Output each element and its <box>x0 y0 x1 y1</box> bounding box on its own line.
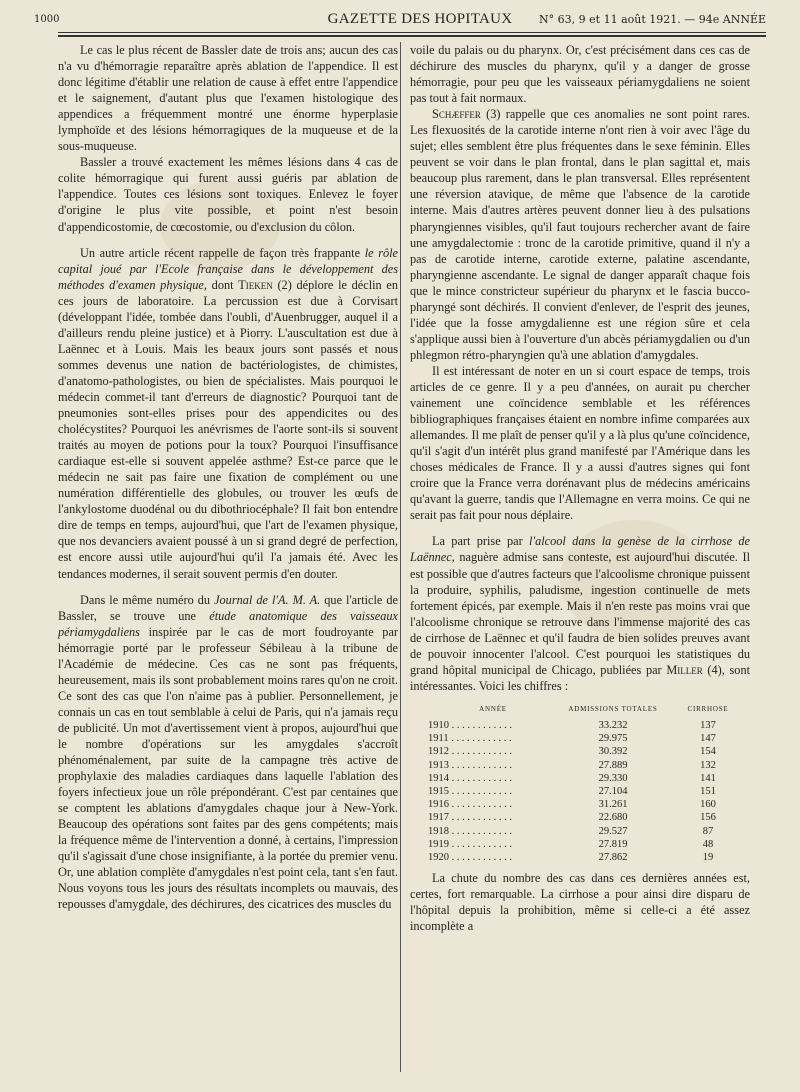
italic-run: le rôle capital joué par l'Ecole française dans le développement des méthodes d'examen physique, <box>58 245 398 292</box>
admissions-cell: 29.527 <box>598 825 628 837</box>
paragraph: Le cas le plus récent de Bassler date de trois ans; aucun des cas n'a vu d'hémorragie reparaître après ablation de l'appendice. Il est donc légitime d'établir une relation de cause à effet entre l'appendice et le saignement, d'autant plus que l'examen histologique des appendices a fréquemment montré une énorme hyperplasie lymphoïde et des lésions hémorragiques de la muqueuse et de la sous-muqueuse. <box>58 43 398 154</box>
left-column <box>58 42 398 912</box>
column-divider <box>400 42 401 1072</box>
cirrhosis-cell: 137 <box>700 719 716 731</box>
year-cell: 1913 . . . . . . . . . . . . <box>428 759 512 771</box>
year-cell: 1911 . . . . . . . . . . . . <box>428 733 512 745</box>
text-run: (4), sont intéressantes. Voici les chiffres : <box>410 662 751 693</box>
text-run: (3) rappelle que ces anomalies ne sont point rares. Les flexuosités de la carotide interne n'ont rien à voir avec l'âge du sujet; elles semblent être plus fréquentes dans le sexe féminin. Elles peuvent se voir dans le plan frontal, dans le plan sagittal et, mais beaucoup plus rarement, dans le plan transversal. Elles représentent une réversion atavique, de même que l'absence de la carotide interne. Mais d'autres artères peuvent donner lieu à des pulsations pharyngiennes visibles, qu'il faut toujours rechercher avant de faire une amygdalectomie : tronc de la carotide primitive, quand il n'y a pas de carotide interne, carotide externe, palatine ascendante, pharyngienne ascendante. Le signal de danger apparaît chaque fois que le mince constricteur supérieur du pharynx et le fascia bucco-pharyngé sont déchirés. Il convient d'enlever, de l'esprit des jeunes, l'idée que la fosse amygdalienne est une région sûre et cela s'applique aussi bien à l'ouverture d'un abcès périamygdalien ou d'un phlegmon rétro-pharyngien qu'à une ablation d'amygdales. <box>410 107 750 362</box>
year-cell: 1915 . . . . . . . . . . . . <box>428 785 512 797</box>
page-number: 1000 <box>34 14 60 25</box>
admissions-cell: 27.889 <box>598 759 628 771</box>
text-run: inspirée par le cas de mort foudroyante par hémorragie porté par le professeur Sébileau à la tribune de l'Académie de médecine. Ces cas ne sont pas fréquents, heureusement, mais ils sont probablement moins rares qu'on ne croit. Ce sont des cas que l'on n'aime pas à publier. Personnellement, je connais un cas en tout semblable à celui de Paris, qui n'a jamais reçu de publicité. Un mot d'avertissement vient à propos, aujourd'hui que le nombre d'opérations sur les amygdales s'accroît phénoménalement, par suite de la campagne très active de prophylaxie des maladies cardiaques dans laquelle l'ablation des foyers infectieux joue un rôle prépondérant. C'est par centaines que se comptent les ablations d'amygdales chaque jour à New-York. Beaucoup des opérations sont faites par des gens compétents; mais la fréquence même de l'intervention a donné, à certains, l'impression qu'il s'agissait d'une chose insignifiante, à la portée du premier venu. Or, une ablation complète d'amygdales n'est point cela, tant s'en faut. Nous voyons tous les jours des résultats incomplets ou mauvais, des repousses d'amygdale, des déchirures, des cicatrices des muscles du <box>58 624 398 912</box>
paragraph <box>410 533 750 693</box>
col-header-year: ANNÉE <box>479 704 507 713</box>
year-cell: 1918 . . . . . . . . . . . . <box>428 825 512 837</box>
cirrhosis-cell: 19 <box>702 851 714 863</box>
cirrhosis-cell: 160 <box>700 799 716 811</box>
year-cell: 1914 . . . . . . . . . . . . <box>428 772 512 784</box>
table-row <box>428 811 748 824</box>
paragraph: voile du palais ou du pharynx. Or, c'est précisément dans ces cas de déchirure des muscles du pharynx, qu'il y a danger de grosse hémorragie, pour peu que les vaisseaux périamygdaliens ne soient pas tout à fait normaux. <box>410 43 750 106</box>
admissions-cell: 29.330 <box>598 772 628 784</box>
text-run: Dans le même numéro du <box>80 592 215 607</box>
col-header-cirrhosis: CIRRHOSE <box>687 704 729 713</box>
cirrhosis-cell: 151 <box>700 785 716 797</box>
col-header-admissions: ADMISSIONS TOTALES <box>568 704 658 713</box>
year-cell: 1910 . . . . . . . . . . . . <box>428 719 512 731</box>
paragraph <box>58 592 398 913</box>
table-row <box>428 759 748 772</box>
year-cell: 1916 . . . . . . . . . . . . <box>428 799 512 811</box>
text-run: naguère admise sans conteste, est aujourd'hui discutée. Il est possible que d'autres facteurs que l'alcoolisme chronique puissent la produire, syphilis, paludisme, ingestion continuelle de mets fortement épicés, par exemple. Mais il n'en reste pas moins vrai que l'alcoolisme chronique se retrouve dans l'immense majorité des cas de cirrhose de Laënnec et qu'il faudra de bien solides preuves avant de pouvoir innocenter l'alcool. C'est pourquoi les statistiques du grand hôpital municipal de Chicago, publiées par <box>410 550 750 677</box>
italic-run: Journal de l'A. M. A. <box>214 592 321 607</box>
page-header <box>34 8 766 30</box>
year-cell: 1917 . . . . . . . . . . . . <box>428 812 512 824</box>
table-row <box>428 732 748 745</box>
table-row <box>428 785 748 798</box>
text-run: que l'article de Bassler, se trouve une <box>58 592 398 623</box>
admissions-cell: 31.261 <box>598 799 628 811</box>
text-run: dont <box>206 277 239 292</box>
table-row <box>428 798 748 811</box>
cirrhosis-table <box>428 700 748 864</box>
header-rule <box>58 32 766 33</box>
paragraph <box>410 106 750 363</box>
admissions-cell: 33.232 <box>598 719 628 731</box>
italic-run: étude anatomique des vaisseaux périamygdaliens <box>58 608 398 639</box>
cirrhosis-cell: 48 <box>702 838 714 850</box>
year-cell: 1912 . . . . . . . . . . . . <box>428 746 512 758</box>
text-run: Un autre article récent rappelle de façon très frappante <box>80 245 365 260</box>
admissions-cell: 27.862 <box>598 851 628 863</box>
year-cell: 1919 . . . . . . . . . . . . <box>428 838 512 850</box>
admissions-cell: 22.680 <box>598 812 628 824</box>
journal-title: GAZETTE DES HOPITAUX <box>327 11 513 27</box>
cirrhosis-cell: 156 <box>700 812 716 824</box>
table-row <box>428 851 748 864</box>
author-name: Miller <box>666 662 703 677</box>
paragraph <box>58 245 398 582</box>
table-row <box>428 719 748 732</box>
cirrhosis-cell: 87 <box>702 825 714 837</box>
paragraph: La chute du nombre des cas dans ces dernières années est, certes, fort remarquable. La cirrhose a pour ainsi dire disparu de l'hôpital depuis la prohibition, même si celle-ci a été assez incomplète a <box>410 871 750 934</box>
admissions-cell: 29.975 <box>598 733 628 745</box>
table-row <box>428 772 748 785</box>
cirrhosis-cell: 147 <box>700 733 716 745</box>
table-row <box>428 825 748 838</box>
italic-run: l'alcool dans la genèse de la cirrhose de Laënnec, <box>410 534 750 565</box>
table-row <box>428 745 748 758</box>
cirrhosis-cell: 132 <box>700 759 716 771</box>
text-run: (2) déplore le déclin en ces jours de laboratoire. La percussion est due à Corvisart (développant l'idée, tombée dans l'oubli, d'Auenbrugger, auquel il a d'ailleurs rendu pleine justice) et à Piorry. L'auscultation est due à Laënnec et à Louis. Mais les beaux jours sont passés et nous sommes devenus une nation de bactériologistes, de chimistes, d'anatomo-pathologistes, ou bien de spécialistes. Mais pourquoi le médecin commet-il tant d'erreurs de diagnostic? Pourquoi tant de pneumonies sont-elles prises pour des appendicites ou des cholécystites? Pourquoi les anévrismes de l'aorte sont-ils si souvent traités au moyen de potions pour la toux? Pourquoi l'insuffisance cardiaque est-elle si souvent appelée asthme? Est-ce parce que le médecin ne sait pas faire une fixation de complément ou une numération différentielle des globules, ou trouver les œufs de l'ankylostome duodénal ou du dibothriocéphale? Il fait bon entendre dire de temps en temps, aujourd'hui, que l'art de l'examen physique, que nos devanciers avaient poussé à un si grand degré de perfection, est encore aussi utile aujourd'hui qu'il l'a jamais été. Avec les tendances modernes, il serait souvent permis d'en douter. <box>58 277 398 581</box>
table-row <box>428 838 748 851</box>
right-column <box>410 42 750 934</box>
cirrhosis-cell: 141 <box>700 772 716 784</box>
author-name: Tieken <box>238 277 273 292</box>
admissions-cell: 27.819 <box>598 838 628 850</box>
author-name: Schæffer <box>432 107 481 122</box>
paragraph: Il est intéressant de noter en un si court espace de temps, trois articles de ce genre. Il y a peu d'années, on aurait pu chercher vainement une coïncidence semblable et les références bibliographiques françaises étaient en nombre infime comparées aux allemandes. Il me plaît de penser qu'il y a là plus qu'une coïncidence, qu'il s'agit d'un intérêt plus grand manifesté par l'Amérique dans les choses médicales de France. Il y a aussi d'autres signes qui font croire que la France verra dorénavant plus de médecins américains qu'avant la guerre, tandis que l'Allemagne en verra moins. Ce qui ne serait pas fait pour nous déplaire. <box>410 363 750 523</box>
admissions-cell: 27.104 <box>598 785 628 797</box>
text-run: La part prise par <box>432 534 530 549</box>
cirrhosis-cell: 154 <box>700 746 716 758</box>
header-rule-thick <box>58 35 766 37</box>
issue-info: N° 63, 9 et 11 août 1921. — 94e ANNÉE <box>539 13 766 26</box>
year-cell: 1920 . . . . . . . . . . . . <box>428 851 512 863</box>
admissions-cell: 30.392 <box>598 746 628 758</box>
paragraph: Bassler a trouvé exactement les mêmes lésions dans 4 cas de colite hémorragique qui furent aussi guéris par ablation de l'appendice. Toutes ces lésions sont toxiques. Enlevez le foyer d'origine le plus vite possible, et point n'est besoin d'appendicostomie, de cœcostomie, ou d'exclusion du côlon. <box>58 155 398 234</box>
